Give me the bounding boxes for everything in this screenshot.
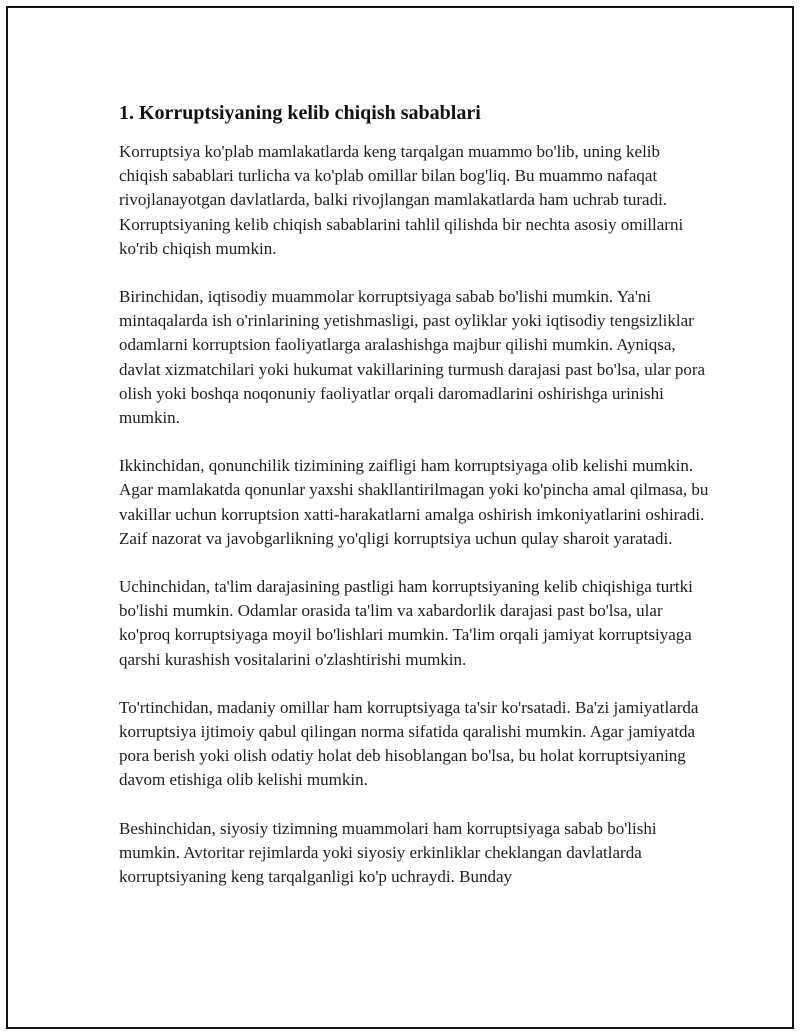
paragraph-political: Beshinchidan, siyosiy tizimning muammolari ham korruptsiyaga sabab bo'lishi mumkin. Avtoritar rejimlarda yoki siyosiy erkinliklar cheklangan davlatlarda korruptsiyaning keng tarqalganligi ko'p uchraydi. Bunday [119,818,657,887]
document-body [119,100,709,913]
paragraph-economic: Birinchidan, iqtisodiy muammolar korruptsiyaga sabab bo'lishi mumkin. Ya'ni mintaqalarda ish o'rinlarining yetishmasligi, past oyliklar yoki iqtisodiy tengsizliklar odamlarni korruptsion faoliyatlarga aralashishga majbur qilishi mumkin. Ayniqsa, davlat xizmatchilari yoki hukumat vakillarining turmush darajasi past bo'lsa, ular pora olish yoki boshqa noqonuniy faoliyatlar orqali daromadlarini oshirishga urinishi mumkin. [119,287,706,428]
paragraph-cultural: To'rtinchidan, madaniy omillar ham korruptsiyaga ta'sir ko'rsatadi. Ba'zi jamiyatlarda korruptsiya ijtimoiy qabul qilingan norma sifatida qaralishi mumkin. Agar jamiyatda pora berish yoki olish odatiy holat deb hisoblangan bo'lsa, bu holat korruptsiyaning davom etishiga olib kelishi mumkin. [119,697,699,790]
section-heading: 1. Korruptsiyaning kelib chiqish sabablari [119,102,481,124]
paragraph-intro: Korruptsiya ko'plab mamlakatlarda keng tarqalgan muammo bo'lib, uning kelib chiqish sabablari turlicha va ko'plab omillar bilan bog'liq. Bu muammo nafaqat rivojlanayotgan davlatlarda, balki rivojlangan mamlakatlarda ham uchrab turadi. Korruptsiyaning kelib chiqish sabablarini tahlil qilishda bir nechta asosiy omillarni ko'rib chiqish mumkin. [119,142,684,258]
paragraph-education: Uchinchidan, ta'lim darajasining pastligi ham korruptsiyaning kelib chiqishiga turtki bo'lishi mumkin. Odamlar orasida ta'lim va xabardorlik darajasi past bo'lsa, ular ko'proq korruptsiyaga moyil bo'lishlari mumkin. Ta'lim orqali jamiyat korruptsiyaga qarshi kurashish vositalarini o'zlashtirishi mumkin. [119,577,693,669]
paragraph-legal: Ikkinchidan, qonunchilik tizimining zaifligi ham korruptsiyaga olib kelishi mumkin. Agar mamlakatda qonunlar yaxshi shakllantirilmagan yoki ko'pincha amal qilmasa, bu vakillar uchun korruptsion xatti-harakatlarni amalga oshirish imkoniyatlarini oshiradi. Zaif nazorat va javobgarlikning yo'qligi korruptsiya uchun qulay sharoit yaratadi. [119,456,709,548]
page-frame [6,6,794,1029]
